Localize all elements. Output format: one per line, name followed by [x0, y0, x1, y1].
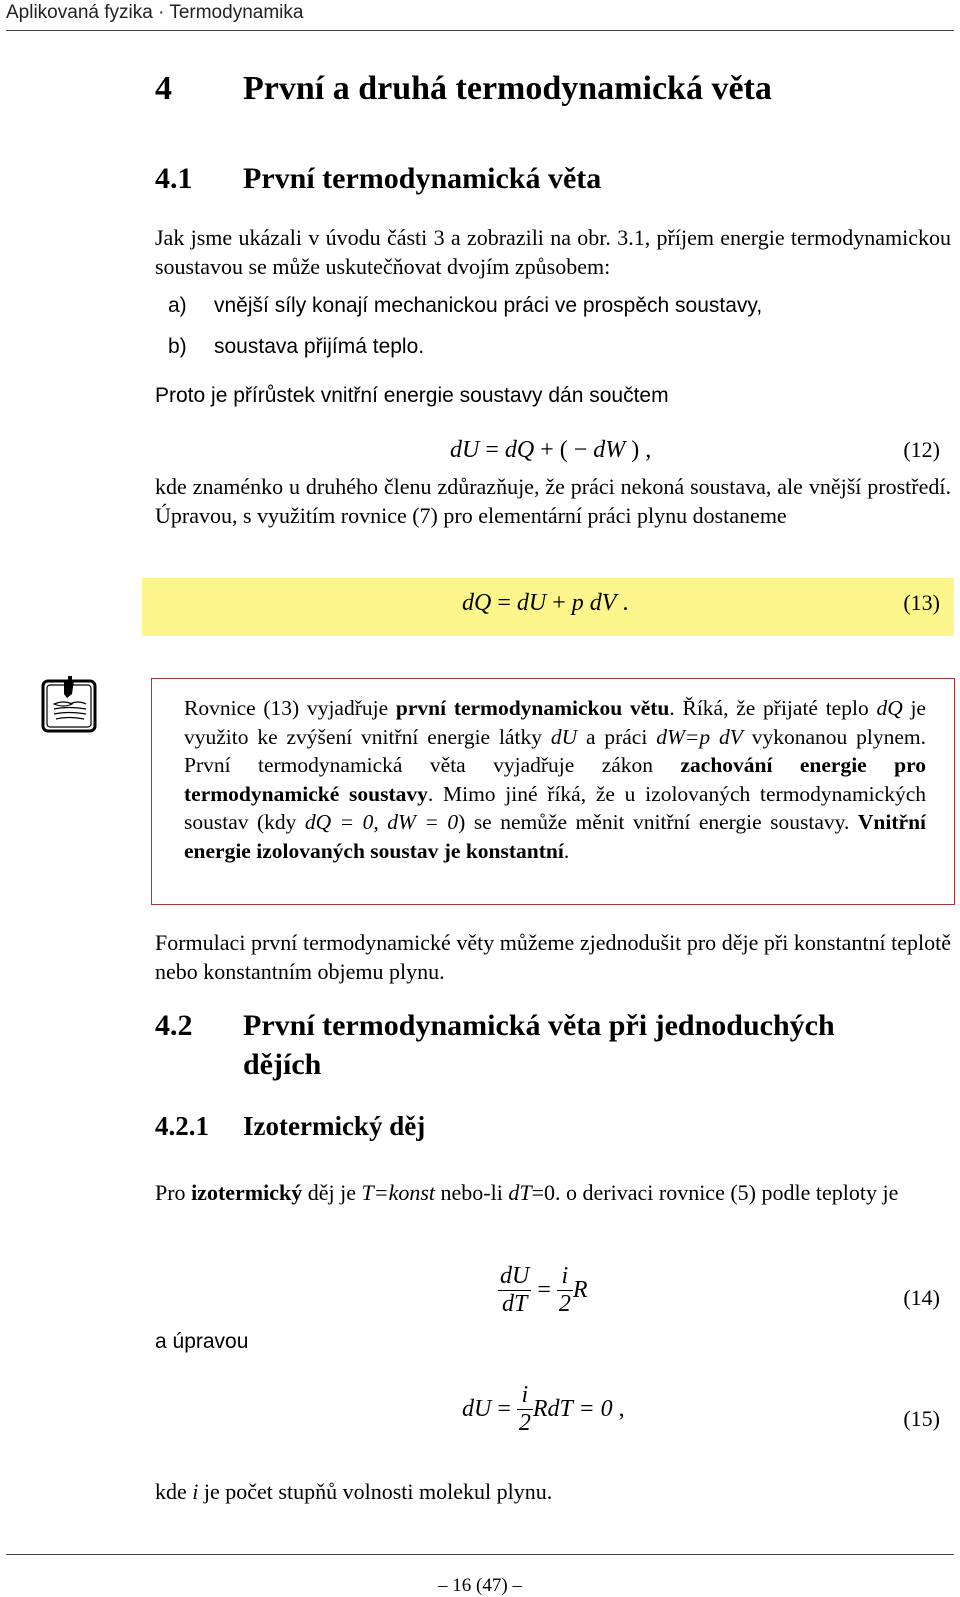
- definition-text: [184, 694, 926, 865]
- text-run: =0. o derivaci rovnice (5) podle teploty je: [531, 1180, 899, 1205]
- notebook-icon: [40, 676, 98, 734]
- header-rule: [6, 30, 954, 31]
- text-run: Pro: [155, 1180, 192, 1205]
- text-run: .: [563, 838, 570, 863]
- paragraph: Formulaci první termodynamické věty můžeme zjednodušit pro děje při konstantní teplotě nebo konstantním objemu plynu.: [155, 930, 951, 984]
- math-term: dT: [508, 1180, 532, 1205]
- numerator: dU: [500, 1263, 530, 1289]
- text-run: . Mimo jiné říká, že u izolovaných termodynamických soustav (kdy: [184, 781, 926, 834]
- eq-term: dV: [589, 590, 617, 616]
- subsection-number: 4.2.1: [155, 1111, 209, 1141]
- equation-number: (15): [903, 1406, 940, 1431]
- eq-lhs: dU: [450, 437, 480, 463]
- paragraph: [155, 1179, 951, 1208]
- math-term: dW=p dV: [656, 724, 743, 749]
- equation-number: (14): [903, 1285, 940, 1310]
- chapter-number: 4: [155, 70, 172, 107]
- denominator: 2: [518, 1410, 531, 1436]
- text-run: a práci: [577, 724, 657, 749]
- intro-paragraph: Jak jsme ukázali v úvodu části 3 a zobrazili na obr. 3.1, příjem energie termodynamickou soustavou se může uskutečňovat dvojím způsobem:: [155, 225, 951, 279]
- section-heading: [0, 1006, 960, 1086]
- eq-term: dQ: [504, 437, 535, 463]
- eq-term: p: [571, 590, 584, 616]
- running-header: Aplikovaná fyzika · Termodynamika: [6, 2, 304, 23]
- equation-14: [0, 1263, 960, 1333]
- emphasis: izotermický: [191, 1180, 303, 1205]
- paragraph: kde znaménko u druhého členu zdůrazňuje, že práci nekoná soustava, ale vnější prostředí. Úpravou, s využitím rovnice (7) pro elementární práci plynu dostaneme: [155, 474, 951, 528]
- eq-term: RdT = 0: [532, 1396, 613, 1422]
- text-run: vykonanou plynem. První termodynamická věta vyjadřuje zákon: [184, 724, 926, 777]
- chapter-heading: [0, 70, 960, 114]
- text-run: je počet stupňů volnosti molekul plynu.: [198, 1479, 553, 1504]
- list-label: b): [168, 335, 187, 358]
- subsection-title: Izotermický děj: [243, 1111, 426, 1141]
- section-heading: [0, 162, 960, 202]
- subsection-heading: [0, 1111, 960, 1147]
- section-title-line: dějích: [243, 1048, 322, 1081]
- equation-number: (12): [903, 437, 940, 462]
- section-title: První termodynamická věta: [243, 162, 602, 195]
- equation-15: [0, 1382, 960, 1452]
- page-number: – 16 (47) –: [438, 1575, 522, 1596]
- equation-body: dU = $\frac{i}{2}$ RdT = 0 ,: [462, 1382, 625, 1436]
- footer-rule: [6, 1554, 954, 1555]
- section-title-line: První termodynamická věta při jednoduchých: [243, 1009, 835, 1042]
- list-text: vnější síly konají mechanickou práci ve prospěch soustavy,: [214, 294, 763, 317]
- eq-lhs: dU: [462, 1396, 492, 1422]
- list-item: [0, 294, 960, 324]
- numerator: i: [557, 1263, 573, 1291]
- eq-term: dU: [516, 590, 547, 616]
- denominator: 2: [558, 1291, 571, 1317]
- equation-body: dU = dQ + ( − dW ) ,: [450, 437, 652, 463]
- math-term: T=konst: [361, 1180, 436, 1205]
- text-line: a úpravou: [155, 1330, 249, 1353]
- equation-12: [0, 437, 960, 471]
- eq-term: dW: [593, 437, 626, 463]
- section-number: 4.1: [155, 162, 193, 195]
- emphasis: první termodynamickou větu: [395, 696, 670, 720]
- intro-after: Proto je přírůstek vnitřní energie soustavy dán součtem: [155, 384, 669, 407]
- equation-body: $\frac{dU}{dT}$ = $\frac{i}{2}$ R: [500, 1263, 588, 1317]
- list-text: soustava přijímá teplo.: [214, 335, 425, 358]
- emphasis: Vnitřní energie izolovaných soustav je konstantní: [184, 810, 926, 863]
- paragraph: [155, 1478, 951, 1507]
- fraction: [498, 1263, 531, 1318]
- section-number: 4.2: [155, 1009, 193, 1042]
- fraction: [517, 1382, 533, 1437]
- chapter-title: První a druhá termodynamická věta: [243, 70, 772, 107]
- math-term: dQ = 0, dW = 0: [304, 810, 459, 834]
- eq-term: R: [572, 1277, 588, 1303]
- math-term: dQ: [876, 696, 903, 720]
- text-run: děj je: [302, 1180, 362, 1205]
- text-run: . Říká, že přijaté teplo: [669, 696, 877, 720]
- text-run: Rovnice (13) vyjadřuje: [184, 696, 396, 720]
- denominator: dT: [501, 1291, 528, 1317]
- math-term: i: [192, 1479, 199, 1504]
- equation-13: [0, 590, 960, 624]
- emphasis: zachování energie pro termodynamické soustavy: [184, 753, 927, 806]
- list-label: a): [168, 294, 187, 317]
- text-run: kde: [155, 1479, 193, 1504]
- text-run: nebo-li: [435, 1180, 509, 1205]
- numerator: i: [517, 1382, 533, 1410]
- text-run: je využito ke zvýšení vnitřní energie látky: [184, 696, 926, 749]
- eq-lhs: dQ: [462, 590, 492, 616]
- math-term: dU: [550, 724, 578, 749]
- equation-number: (13): [903, 590, 940, 615]
- fraction: [557, 1263, 573, 1318]
- text-run: ) se nemůže měnit vnitřní energie soustavy.: [458, 810, 858, 834]
- equation-body: dQ = dU + p dV .: [462, 590, 629, 616]
- list-item: [0, 335, 960, 365]
